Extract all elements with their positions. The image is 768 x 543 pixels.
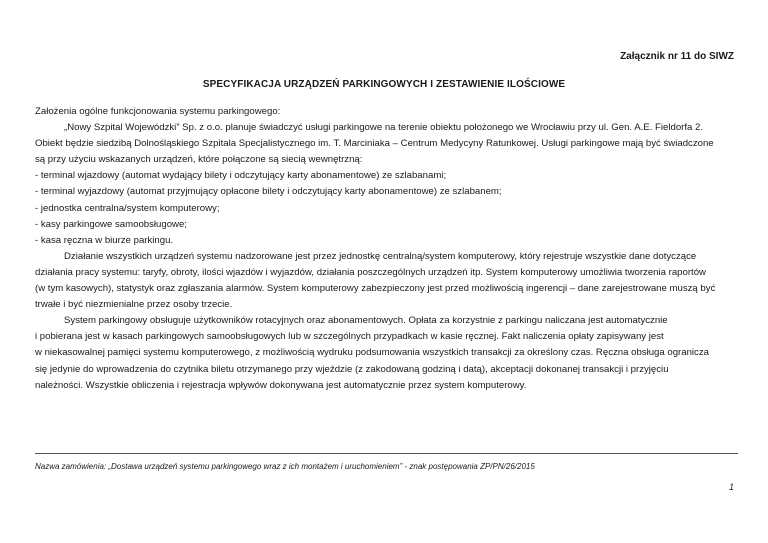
paragraph-3-line: System parkingowy obsługuje użytkowników rotacyjnych oraz abonamentowych. Opłata za korzystnie z parkingu naliczana jest automatycznie xyxy=(64,315,668,327)
paragraph-3-line: się jedynie do wprowadzenia do czytnika biletu otrzymanego przy wjeździe (z zakodowaną godziną i datą), akceptacji dokonanej transakcji i przyjęciu xyxy=(35,363,669,375)
footer-divider xyxy=(35,453,738,454)
annex-label: Załącznik nr 11 do SIWZ xyxy=(620,51,734,62)
footer-order-name: Nazwa zamówienia: „Dostawa urządzeń systemu parkingowego wraz z ich montażem i uruchomieniem” - znak postępowania ZP/PN/26/2015 xyxy=(35,462,535,471)
paragraph-1-line: Obiekt będzie siedzibą Dolnośląskiego Szpitala Specjalistycznego im. T. Marciniaka – Centrum Medycyny Ratunkowej. Usługi parkingowe mają być świadczone xyxy=(35,138,714,150)
device-list-item: - kasa ręczna w biurze parkingu. xyxy=(35,234,174,246)
document-body xyxy=(35,104,745,394)
paragraph-2-line: trwałe i być niezmienialne przez osoby trzecie. xyxy=(35,299,233,311)
intro-line: Założenia ogólne funkcjonowania systemu parkingowego: xyxy=(35,106,281,117)
paragraph-3-line: w niekasowalnej pamięci systemu komputerowego, z możliwością wydruku podsumowania wszystkich transakcji za określony czas. Ręczna obsługa ogranicza xyxy=(35,347,709,359)
paragraph-2-line: (w tym kasowych), statystyk oraz zgłaszania alarmów. System komputerowy zabezpieczony jest przed możliwością ingerencji – dane zarejestrowane muszą być xyxy=(35,283,716,295)
paragraph-2-line: działania pracy systemu: taryfy, obroty, ilości wjazdów i wyjazdów, działania poszczególnych urządzeń itp. System komputerowy umożliwia tworzenia raportów xyxy=(35,266,706,278)
paragraph-1-line: są przy użyciu wskazanych urządzeń, które połączone są siecią wewnętrzną: xyxy=(35,154,363,166)
page-title: SPECYFIKACJA URZĄDZEŃ PARKINGOWYCH I ZESTAWIENIE ILOŚCIOWE xyxy=(202,79,566,90)
device-list-item: - terminal wjazdowy (automat wydający bilety i odczytujący karty abonamentowe) ze szlabanami; xyxy=(35,170,447,182)
device-list-item: - terminal wyjazdowy (automat przyjmujący opłacone bilety i odczytujący karty abonamentowe) ze szlabanem; xyxy=(35,186,502,198)
paragraph-1-line: „Nowy Szpital Wojewódzki” Sp. z o.o. planuje świadczyć usługi parkingowe na terenie obiektu położonego we Wrocławiu przy ul. Gen. A.E. Fieldorfa 2. xyxy=(64,122,704,134)
paragraph-3-line: i pobierana jest w kasach parkingowych samoobsługowych lub w szczególnych przypadkach w kasie ręcznej. Fakt naliczenia opłaty zapisywany jest xyxy=(35,331,664,343)
device-list-item: - kasy parkingowe samoobsługowe; xyxy=(35,218,187,230)
paragraph-3-line: należności. Wszystkie obliczenia i rejestracja wpływów dokonywana jest automatycznie przez system komputerowy. xyxy=(35,379,527,391)
device-list-item: - jednostka centralna/system komputerowy; xyxy=(35,202,220,214)
paragraph-2-line: Działanie wszystkich urządzeń systemu nadzorowane jest przez jednostkę centralną/system komputerowy, który rejestruje wszystkie dane dotyczące xyxy=(64,250,697,262)
page-number: 1 xyxy=(728,482,734,492)
